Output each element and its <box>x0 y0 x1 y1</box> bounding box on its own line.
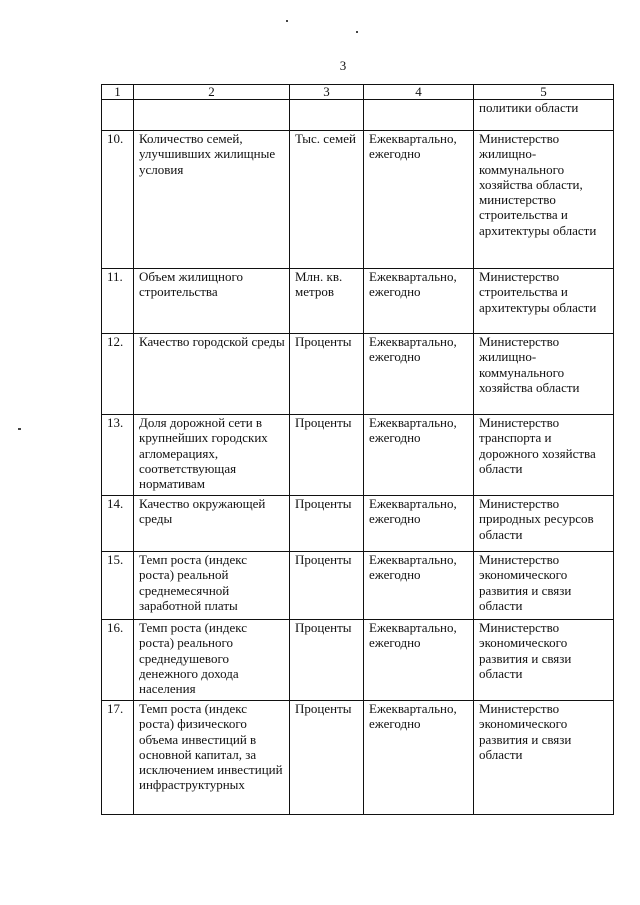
table-row <box>102 701 614 815</box>
unit: Проценты <box>290 620 364 701</box>
column-number: 2 <box>134 85 290 100</box>
row-number: 14. <box>102 496 134 552</box>
table-row <box>102 334 614 415</box>
row-number: 17. <box>102 701 134 815</box>
table-row <box>102 496 614 552</box>
scan-speck <box>18 428 21 430</box>
indicator-name: Доля дорожной сети в крупнейших городских агломерациях, соответствующая нормативам <box>134 415 290 496</box>
periodicity <box>364 100 474 131</box>
unit: Проценты <box>290 415 364 496</box>
indicator-name: Темп роста (индекс роста) физического объема инвестиций в основной капитал, за исключением инвестиций инфраструктурных <box>134 701 290 815</box>
unit: Проценты <box>290 552 364 620</box>
periodicity: Ежеквартально, ежегодно <box>364 334 474 415</box>
row-number <box>102 100 134 131</box>
unit <box>290 100 364 131</box>
periodicity: Ежеквартально, ежегодно <box>364 131 474 269</box>
indicators-table <box>101 84 614 815</box>
responsible-body: Министерство строительства и архитектуры области <box>474 269 614 334</box>
table-row <box>102 620 614 701</box>
responsible-body: Министерство экономического развития и связи области <box>474 701 614 815</box>
responsible-body: Министерство жилищно-коммунального хозяйства области, министерство строительства и архитектуры области <box>474 131 614 269</box>
periodicity: Ежеквартально, ежегодно <box>364 620 474 701</box>
row-number: 15. <box>102 552 134 620</box>
responsible-body: Министерство экономического развития и связи области <box>474 552 614 620</box>
periodicity: Ежеквартально, ежегодно <box>364 552 474 620</box>
column-number: 1 <box>102 85 134 100</box>
periodicity: Ежеквартально, ежегодно <box>364 269 474 334</box>
unit: Млн. кв. метров <box>290 269 364 334</box>
scan-speck <box>356 31 358 33</box>
periodicity: Ежеквартально, ежегодно <box>364 415 474 496</box>
responsible-body: Министерство природных ресурсов области <box>474 496 614 552</box>
unit: Проценты <box>290 496 364 552</box>
table-row <box>102 131 614 269</box>
indicator-name: Качество городской среды <box>134 334 290 415</box>
indicator-name: Объем жилищного строительства <box>134 269 290 334</box>
indicator-name: Темп роста (индекс роста) реального среднедушевого денежного дохода населения <box>134 620 290 701</box>
table-row <box>102 552 614 620</box>
column-number-row <box>102 85 614 100</box>
periodicity: Ежеквартально, ежегодно <box>364 496 474 552</box>
row-number: 10. <box>102 131 134 269</box>
indicator-name <box>134 100 290 131</box>
row-number: 11. <box>102 269 134 334</box>
responsible-body: политики области <box>474 100 614 131</box>
table-row <box>102 415 614 496</box>
responsible-body: Министерство экономического развития и связи области <box>474 620 614 701</box>
continuation-row <box>102 100 614 131</box>
responsible-body: Министерство жилищно-коммунального хозяйства области <box>474 334 614 415</box>
periodicity: Ежеквартально, ежегодно <box>364 701 474 815</box>
unit: Проценты <box>290 334 364 415</box>
indicator-name: Темп роста (индекс роста) реальной среднемесячной заработной платы <box>134 552 290 620</box>
indicator-name: Количество семей, улучшивших жилищные условия <box>134 131 290 269</box>
unit: Проценты <box>290 701 364 815</box>
scan-speck <box>286 20 288 22</box>
row-number: 12. <box>102 334 134 415</box>
unit: Тыс. семей <box>290 131 364 269</box>
row-number: 13. <box>102 415 134 496</box>
page-number: 3 <box>339 58 347 73</box>
column-number: 4 <box>364 85 474 100</box>
indicator-name: Качество окружающей среды <box>134 496 290 552</box>
column-number: 3 <box>290 85 364 100</box>
column-number: 5 <box>474 85 614 100</box>
table-row <box>102 269 614 334</box>
responsible-body: Министерство транспорта и дорожного хозяйства области <box>474 415 614 496</box>
row-number: 16. <box>102 620 134 701</box>
